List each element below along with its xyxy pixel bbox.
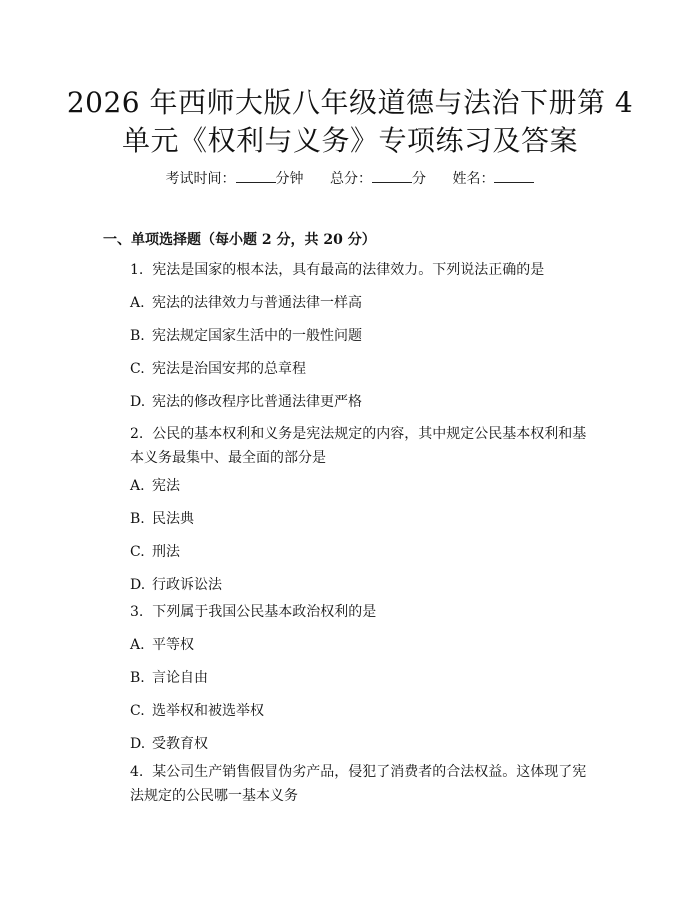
question-number: 2. [130,426,144,442]
exam-info-line [0,168,700,189]
question-number: 1. [130,262,144,278]
exam-name-label: 姓名： [452,171,495,187]
section-heading: 一、单项选择题（每小题 2 分，共 20 分） [103,232,376,248]
option-text: 宪法的法律效力与普通法律一样高 [152,295,362,311]
option-2d [130,575,222,595]
question-number: 3. [130,604,144,620]
question-text: 公民的基本权利和义务是宪法规定的内容，其中规定公民基本权利和基本义务最集中、最全面的部分是 [130,426,587,466]
exam-time-unit: 分钟 [275,171,304,187]
option-letter: C. [130,703,145,719]
question-text: 下列属于我国公民基本政治权利的是 [152,604,377,620]
option-text: 宪法是治国安邦的总章程 [152,361,306,377]
option-3d [130,734,208,754]
option-text: 言论自由 [152,670,208,686]
option-letter: A. [130,295,145,311]
option-1b [130,326,362,346]
option-letter: D. [130,394,146,410]
question-text: 宪法是国家的根本法，具有最高的法律效力。下列说法正确的是 [152,262,545,278]
option-text: 选举权和被选举权 [152,703,264,719]
option-text: 宪法规定国家生活中的一般性问题 [152,328,362,344]
option-letter: C. [130,361,145,377]
option-2b [130,509,194,529]
option-1c [130,359,306,379]
option-text: 受教育权 [152,736,208,752]
document-title [60,84,640,160]
option-letter: A. [130,637,145,653]
question-number: 4. [130,764,144,780]
question-3 [130,602,376,622]
option-letter: B. [130,511,145,527]
question-4 [130,760,600,808]
exam-score-label: 总分： [330,171,372,187]
option-3b [130,668,208,688]
title-line-1: 2026 年西师大版八年级道德与法治下册第 4 [66,86,634,119]
option-letter: D. [130,577,146,593]
question-2 [130,422,600,470]
exam-name-blank [494,168,534,183]
option-letter: B. [130,670,145,686]
exam-score [330,168,426,189]
option-1d [130,392,362,412]
option-text: 刑法 [152,544,180,560]
option-text: 宪法 [152,478,180,494]
option-text: 民法典 [152,511,194,527]
option-text: 平等权 [152,637,194,653]
option-letter: C. [130,544,145,560]
exam-time-blank [236,168,276,183]
exam-name [452,168,534,189]
title-line-2: 单元《权利与义务》专项练习及答案 [121,124,578,157]
option-letter: B. [130,328,145,344]
exam-time [166,168,304,189]
option-letter: D. [130,736,146,752]
option-3c [130,701,264,721]
exam-score-blank [372,168,412,183]
option-2a [130,476,180,496]
option-3a [130,635,194,655]
option-text: 行政诉讼法 [152,577,222,593]
option-text: 宪法的修改程序比普通法律更严格 [152,394,362,410]
option-2c [130,542,180,562]
option-1a [130,293,362,313]
question-text: 某公司生产销售假冒伪劣产品，侵犯了消费者的合法权益。这体现了宪法规定的公民哪一基本义务 [130,764,587,804]
question-1 [130,260,544,280]
exam-time-label: 考试时间： [165,171,236,187]
option-letter: A. [130,478,145,494]
exam-score-unit: 分 [412,171,426,187]
